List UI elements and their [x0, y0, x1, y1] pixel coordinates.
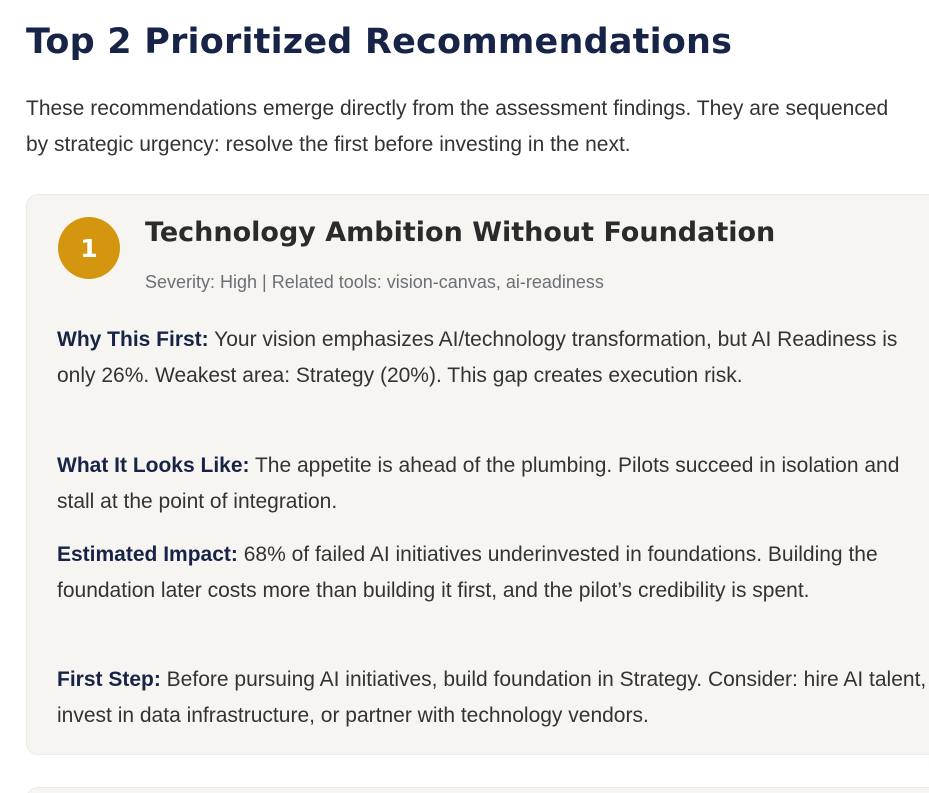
section-why-this-first [57, 322, 927, 394]
section-text: Before pursuing AI initiatives, build foundation in Strategy. Consider: hire AI talent, invest in data infrastructure, or partner with technology vendors. [57, 668, 927, 727]
page-title: Top 2 Prioritized Recommendations [26, 22, 733, 62]
recommendation-meta: Severity: High | Related tools: vision-canvas, ai-readiness [145, 272, 604, 292]
next-recommendation-card [26, 787, 929, 793]
intro-paragraph: These recommendations emerge directly from the assessment findings. They are sequenced by strategic urgency: resolve the first before investing in the next. [26, 97, 889, 156]
section-estimated-impact [57, 537, 927, 609]
rank-badge: 1 [58, 217, 120, 279]
recommendation-card [26, 194, 929, 755]
section-first-step [57, 662, 927, 734]
section-label: Why This First: [57, 328, 209, 351]
section-label: What It Looks Like: [57, 454, 250, 477]
section-text: The appetite is ahead of the plumbing. Pilots succeed in isolation and stall at the point of integration. [57, 454, 900, 513]
section-label: Estimated Impact: [57, 543, 238, 566]
section-text: 68% of failed AI initiatives underinvested in foundations. Building the foundation later costs more than building it first, and the pilot’s credibility is spent. [57, 543, 878, 602]
section-text: Your vision emphasizes AI/technology transformation, but AI Readiness is only 26%. Weakest area: Strategy (20%). This gap creates execution risk. [57, 328, 898, 387]
section-label: First Step: [57, 668, 161, 691]
recommendation-title: Technology Ambition Without Foundation [145, 217, 776, 248]
section-what-it-looks-like [57, 448, 927, 520]
